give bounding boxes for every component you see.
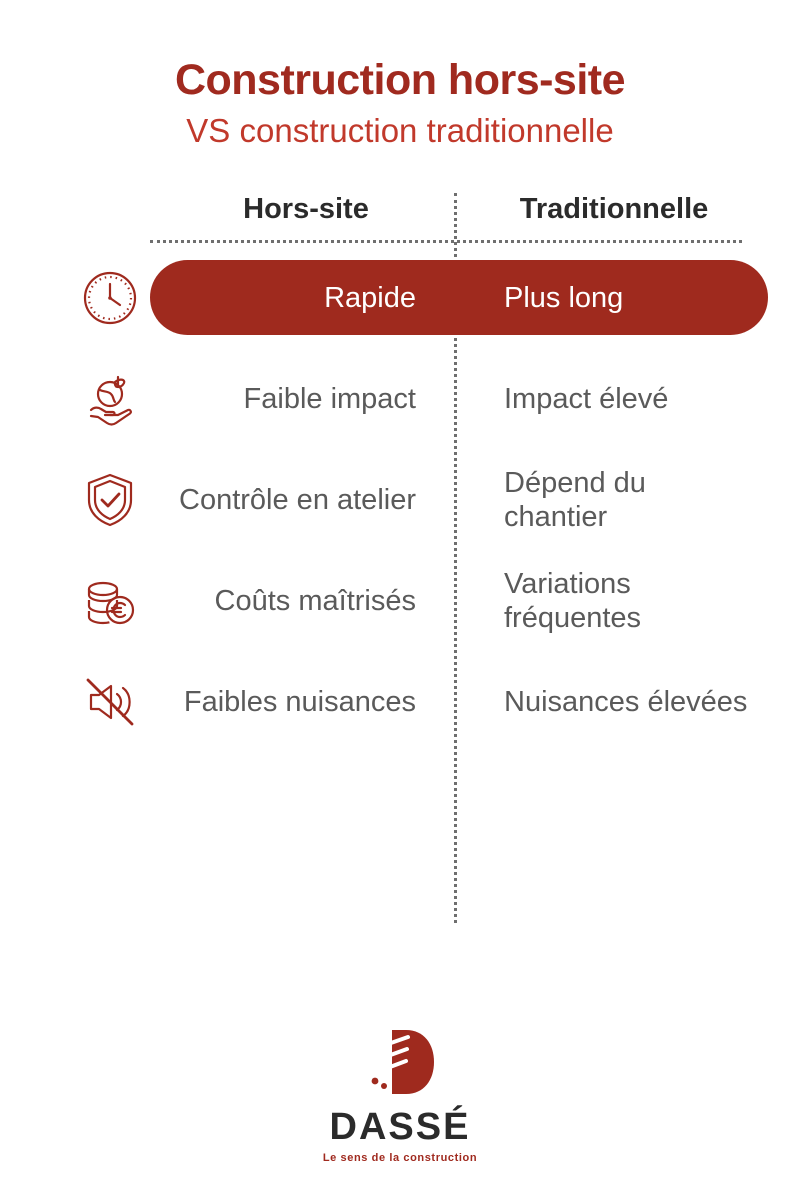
logo-tagline: Le sens de la construction bbox=[322, 1152, 478, 1164]
cell-hors-site: Coûts maîtrisés bbox=[214, 584, 416, 617]
cell-hors-site: Faibles nuisances bbox=[183, 685, 416, 718]
column-header-hors-site: Hors-site bbox=[243, 193, 369, 226]
table-row bbox=[50, 651, 750, 752]
table-header-row bbox=[50, 193, 750, 240]
cell-hors-site: Contrôle en atelier bbox=[179, 483, 416, 516]
header bbox=[0, 0, 800, 149]
hand-holding-earth-icon bbox=[79, 368, 141, 430]
row-icon-cell bbox=[50, 469, 170, 531]
table-row bbox=[50, 550, 750, 651]
page-subtitle: VS construction traditionnelle bbox=[186, 112, 614, 150]
row-icon-cell bbox=[50, 368, 170, 430]
cell-traditionnelle: Variations fréquentes bbox=[504, 567, 642, 634]
cell-traditionnelle: Plus long bbox=[504, 281, 624, 314]
cell-hors-site: Faible impact bbox=[243, 382, 416, 415]
cell-traditionnelle: Dépend du chantier bbox=[504, 466, 646, 533]
table-row bbox=[50, 449, 750, 550]
comparison-table bbox=[50, 193, 750, 752]
table-row bbox=[50, 348, 750, 449]
dasse-d-logo-icon bbox=[362, 1024, 438, 1100]
speaker-mute-icon bbox=[79, 671, 141, 733]
row-icon-cell bbox=[50, 267, 170, 329]
row-icon-cell bbox=[50, 570, 170, 632]
cell-traditionnelle: Impact élevé bbox=[504, 382, 669, 415]
table-row bbox=[50, 247, 750, 348]
logo-wordmark: DASSÉ bbox=[329, 1106, 471, 1148]
column-header-traditionnelle: Traditionnelle bbox=[519, 193, 709, 226]
header-divider bbox=[150, 240, 742, 243]
row-icon-cell bbox=[50, 671, 170, 733]
cell-traditionnelle: Nuisances élevées bbox=[504, 685, 748, 718]
table-rows bbox=[50, 247, 750, 752]
coins-euro-icon bbox=[79, 570, 141, 632]
cell-hors-site: Rapide bbox=[324, 281, 416, 314]
logo bbox=[0, 1024, 800, 1164]
page-title: Construction hors-site bbox=[174, 56, 626, 104]
clock-icon bbox=[79, 267, 141, 329]
shield-check-icon bbox=[79, 469, 141, 531]
